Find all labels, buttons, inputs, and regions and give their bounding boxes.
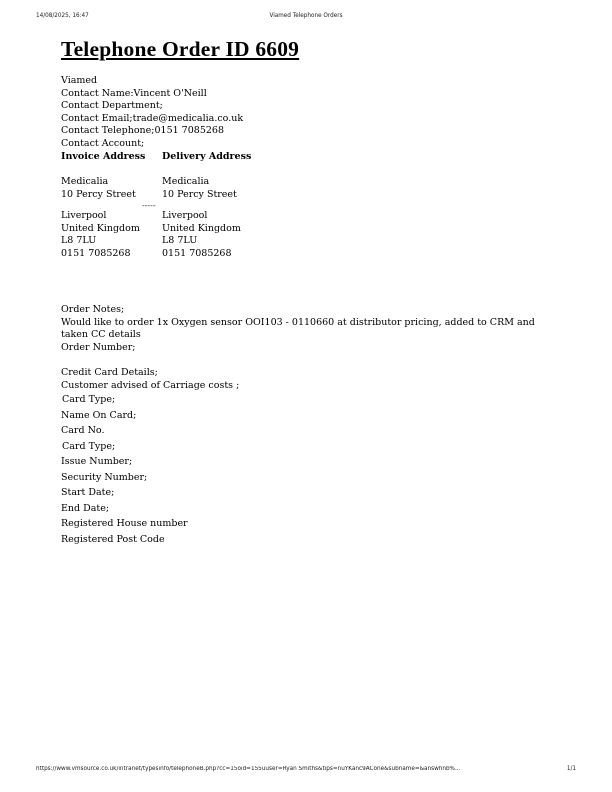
contact-name: Contact Name:Vincent O'Neill [61, 87, 207, 99]
invoice-street: 10 Percy Street [61, 188, 136, 200]
registered-house-number-field: Registered House number [61, 518, 188, 529]
delivery-postcode: L8 7LU [162, 235, 198, 246]
print-date: 14/08/2025, 16:47 [36, 13, 89, 19]
print-footer [0, 766, 612, 776]
carriage-costs: Customer advised of Carriage costs ; [61, 379, 240, 391]
print-url: https://www.vmsource.co.uk/intranet/typesinfo/telephoneB.php?cc=15oid=155uuser=Ryan Smiths&tips=nuYKanc9ACone&subname=&answhnb%... [36, 766, 461, 772]
address-separator: ----- [142, 201, 156, 210]
invoice-country: United Kingdom [61, 222, 140, 234]
registered-post-code-field: Registered Post Code [61, 533, 165, 545]
invoice-name: Medicalia [61, 176, 109, 187]
company-name: Viamed [61, 75, 98, 86]
delivery-address-header: Delivery Address [162, 151, 252, 162]
card-number-field: Card No. [61, 425, 105, 436]
invoice-phone: 0151 7085268 [61, 247, 131, 259]
credit-card-fields [61, 392, 561, 547]
card-type-field: Card Type; [62, 394, 116, 405]
delivery-name: Medicalia [162, 176, 210, 187]
address-table [61, 151, 251, 260]
order-notes-label: Order Notes; [61, 304, 125, 315]
credit-card-details: Credit Card Details; [61, 367, 158, 378]
contact-telephone: Contact Telephone;0151 7085268 [61, 125, 224, 136]
delivery-street: 10 Percy Street [162, 188, 237, 200]
order-document [61, 36, 561, 547]
start-date-field: Start Date; [61, 487, 115, 498]
contact-account: Contact Account; [61, 137, 145, 149]
delivery-city: Liverpool [162, 210, 208, 221]
delivery-country: United Kingdom [162, 222, 241, 234]
end-date-field: End Date; [61, 502, 110, 514]
invoice-address-header: Invoice Address [61, 151, 146, 162]
security-number-field: Security Number; [61, 471, 148, 483]
invoice-postcode: L8 7LU [61, 235, 97, 246]
issue-number-field: Issue Number; [61, 456, 133, 467]
order-title: Telephone Order ID 6609 [61, 37, 300, 61]
card-type-field-2: Card Type; [62, 440, 116, 452]
name-on-card-field: Name On Card; [61, 409, 137, 421]
contact-email: Contact Email;trade@medicalia.co.uk [61, 112, 244, 124]
print-header [0, 13, 612, 23]
print-page-number: 1/1 [566, 766, 576, 772]
invoice-city: Liverpool [61, 210, 107, 221]
print-page-title: Viamed Telephone Orders [269, 13, 343, 19]
order-number: Order Number; [61, 341, 136, 353]
order-notes-text: Would like to order 1x Oxygen sensor OOI103 - 0110660 at distributor pricing, added to CRM and taken CC details [61, 316, 535, 340]
contact-department: Contact Department; [61, 100, 163, 111]
delivery-phone: 0151 7085268 [162, 247, 232, 259]
